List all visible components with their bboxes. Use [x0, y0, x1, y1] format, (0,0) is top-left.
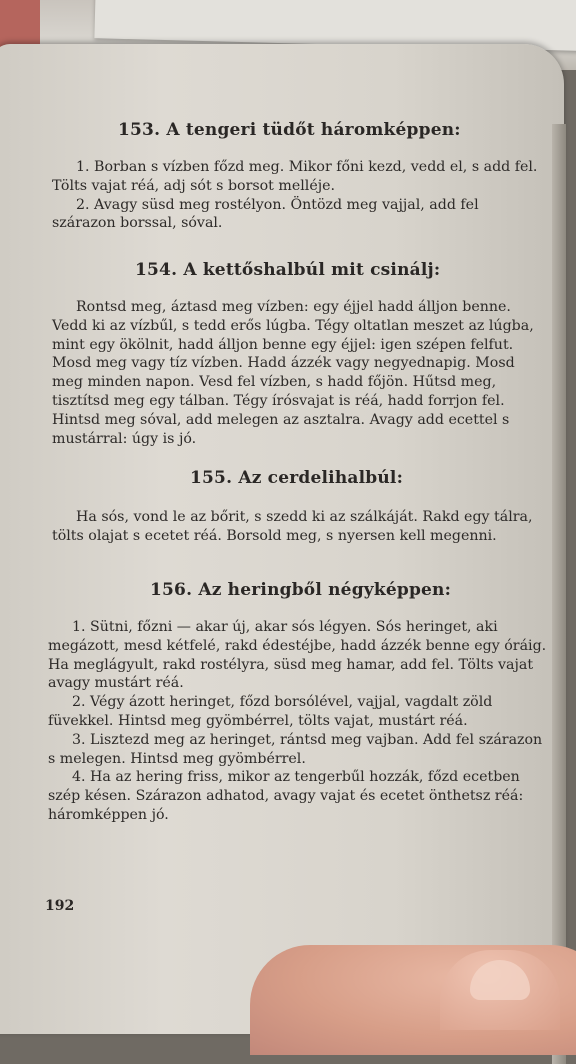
paragraph: 1. Borban s vízben főzd meg. Mikor főni kezd, vedd el, s add fel. Tölts vajat réá, adj sót s borsot melléje.: [52, 159, 538, 194]
paragraph: 3. Lisztezd meg az heringet, rántsd meg vajban. Add fel szárazon s melegen. Hintsd meg gyömbérrel.: [48, 731, 543, 767]
section-heading-154: 154. A kettőshalbúl mit csinálj:: [135, 260, 441, 280]
section-body-156: [48, 618, 552, 825]
paragraph: 4. Ha az hering friss, mikor az tengerbűl hozzák, főzd ecetben szép késen. Szárazon adhatod, avagy vajat és ecetet önthetsz réá: háromképpen jó.: [48, 769, 524, 823]
paragraph: Rontsd meg, áztasd meg vízben: egy éjjel hadd álljon benne. Vedd ki az vízbűl, s tedd erős lúgba. Tégy oltatlan meszet az lúgba, mint egy ökölnit, hadd álljon benne egy éjjel: igen szépen felfut. Mosd meg vagy tíz vízben. Hadd ázzék vagy negyednapig. Mosd meg minden napon. Vesd fel vízben, s hadd főjön. Hűtsd meg, tisztítsd meg egy tálban. Tégy írósvajat is réá, hadd forrjon fel. Hintsd meg sóval, add melegen az asztalra. Avagy add ecettel s mustárral: úgy is jó.: [52, 299, 534, 447]
section-heading-156: 156. Az heringből négyképpen:: [150, 580, 452, 600]
paragraph: 2. Avagy süsd meg rostélyon. Öntözd meg vajjal, add fel szárazon borssal, sóval.: [52, 196, 479, 232]
paragraph: Ha sós, vond le az bőrit, s szedd ki az szálkáját. Rakd egy tálra, tölts olajat s ecetet réá. Borsold meg, s nyersen kell megenni.: [52, 509, 533, 544]
section-heading-153: 153. A tengeri tüdőt háromképpen:: [118, 120, 461, 140]
paragraph: 2. Végy ázott heringet, főzd borsólével, vajjal, vagdalt zöld füvekkel. Hintsd meg gyömbérrel, tölts vajat, mustárt réá.: [48, 694, 493, 729]
section-body-154: [52, 298, 544, 448]
paragraph: 1. Sütni, főzni — akar új, akar sós légyen. Sós heringet, aki megázott, mesd kétfelé, rakd édestéjbe, hadd ázzék benne egy óráig. Ha meglágyult, rakd rostélyra, süsd meg hamar, add fel. Tölts vajat avagy mustárt réá.: [48, 619, 547, 692]
section-heading-155: 155. Az cerdelihalbúl:: [190, 468, 404, 488]
section-body-153: [52, 158, 542, 233]
section-body-155: [52, 508, 548, 546]
page-number: 192: [45, 898, 75, 914]
